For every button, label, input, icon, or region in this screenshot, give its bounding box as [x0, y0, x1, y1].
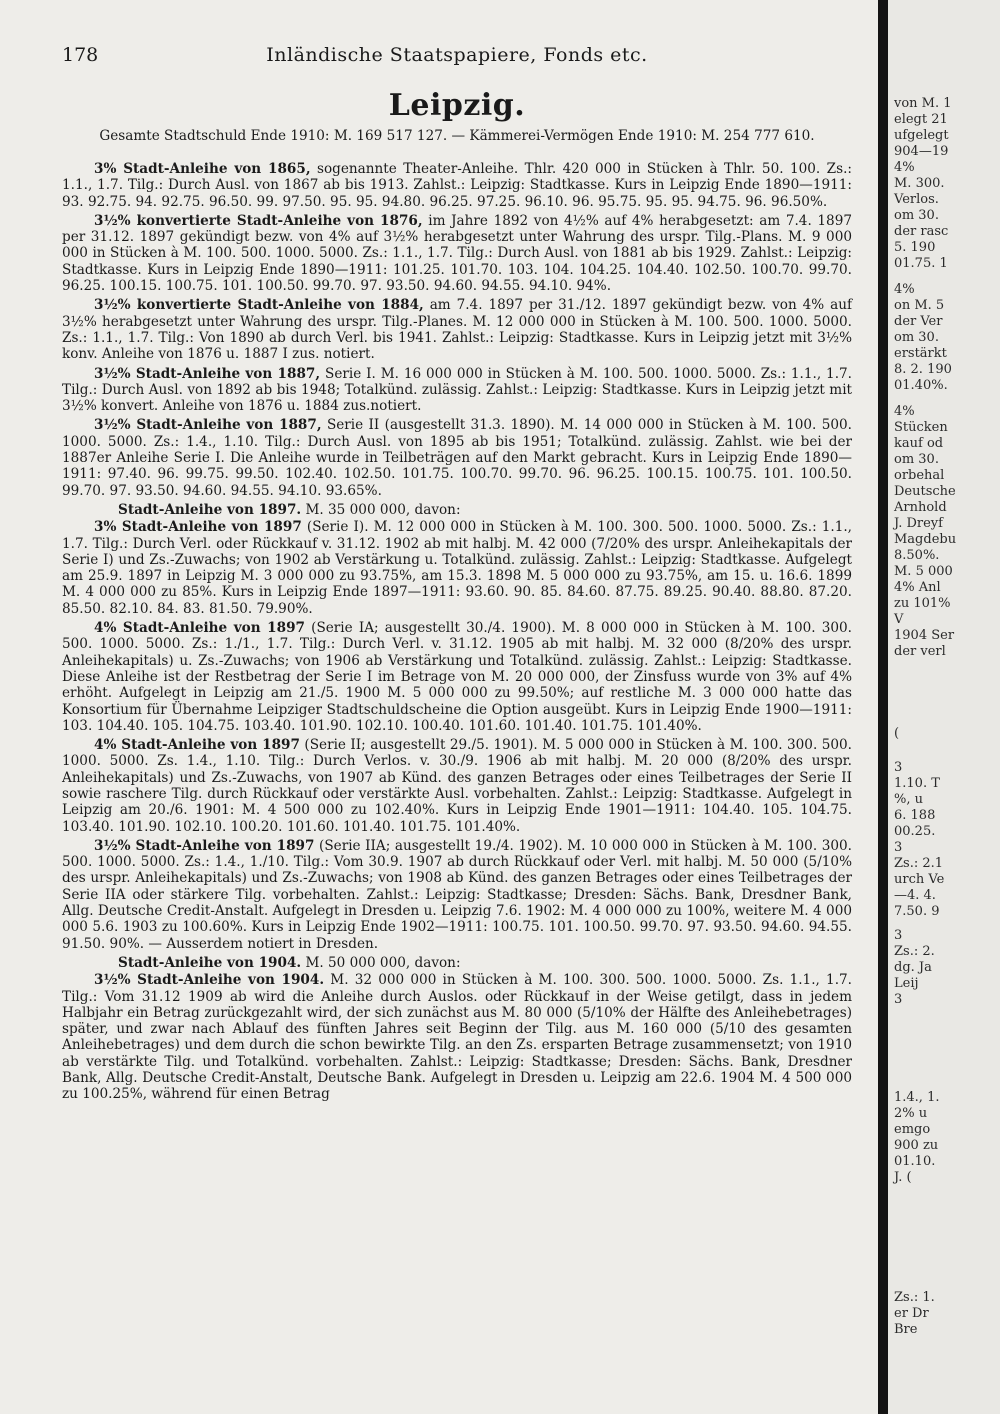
strip-text-fragment: Zs.: 1. — [894, 1290, 935, 1305]
strip-text-fragment: om 30. — [894, 330, 939, 345]
strip-text-fragment: 904—19 — [894, 144, 949, 159]
intro-summary: Gesamte Stadtschuld Ende 1910: M. 169 517 127. — Kämmerei-Vermögen Ende 1910: M. 254 777 610. — [99, 128, 815, 144]
bond-heading: 3½% Stadt-Anleihe von 1887, — [94, 417, 322, 434]
strip-text-fragment: 8.50%. — [894, 548, 940, 563]
page-header — [62, 44, 852, 70]
bond-entry — [62, 213, 852, 294]
adjacent-page-strip — [888, 0, 1000, 1414]
bond-heading: Stadt-Anleihe von 1897. — [118, 501, 302, 518]
bond-entry — [62, 297, 852, 362]
strip-text-fragment: Leij — [894, 976, 919, 991]
strip-text-fragment: M. 300. — [894, 176, 945, 191]
strip-text-fragment: 1904 Ser — [894, 628, 955, 643]
strip-text-fragment: 1.10. T — [894, 776, 940, 791]
bond-details: (Serie IIA; ausgestellt 19./4. 1902). M. 10 000 000 in Stücken à M. 100. 300. 500. 1000. 5000. Zs.: 1.4., 1./10. Tilg.: Vom 30.9. 1907 ab durch Rückkauf oder Verl. mit halbj. M. 50 000 (5/10% des urspr. Anleihekapitals) und Zs.-Zuwachs; von 1908 ab Künd. des ganzen Betrages oder eines Teilbetrages der Serie IIA oder stärkere Tilg. vorbehalten. Zahlst.: Leipzig: Stadtkasse; Dresden: Sächs. Bank, Dresdner Bank, Allg. Deutsche Credit-Anstalt. Aufgelegt in Dresden u. Leipzig 7.6. 1902: M. 4 000 000 zu 100%, weitere M. 4 000 000 5.6. 1903 zu 100.60%. Kurs in Leipzig Ende 1902—1911: 100.75. 101. 100.50. 99.70. 97. 93.50. 94.60. 94.55. 91.50. 90%. — Ausserdem notiert in Dresden. — [62, 837, 852, 952]
strip-text-fragment: 4% — [894, 282, 915, 297]
strip-text-fragment: ( — [894, 726, 900, 741]
strip-text-fragment: 3 — [894, 928, 903, 943]
strip-text-fragment: Magdebu — [894, 532, 957, 547]
strip-text-fragment: ufgelegt — [894, 128, 949, 143]
bond-entry — [62, 972, 852, 1102]
strip-text-fragment: 6. 188 — [894, 808, 936, 823]
strip-text-fragment: der verl — [894, 644, 946, 659]
strip-text-fragment: om 30. — [894, 208, 939, 223]
strip-text-fragment: M. 5 000 — [894, 564, 953, 579]
strip-text-fragment: der Ver — [894, 314, 943, 329]
bond-heading: 3% Stadt-Anleihe von 1865, — [94, 161, 311, 177]
bond-details: M. 50 000 000, davon: — [301, 954, 461, 971]
bond-entry — [62, 620, 852, 734]
strip-text-fragment: %, u — [894, 792, 923, 807]
strip-text-fragment: 01.10. — [894, 1154, 936, 1169]
strip-text-fragment: 01.40%. — [894, 378, 948, 393]
strip-text-fragment: Bre — [894, 1322, 918, 1337]
strip-text-fragment: 7.50. 9 — [894, 904, 940, 919]
strip-text-fragment: V — [894, 612, 904, 627]
bond-entry — [62, 161, 852, 210]
strip-text-fragment: J. ( — [894, 1170, 912, 1185]
strip-text-fragment: —4. 4. — [894, 888, 936, 903]
strip-text-fragment: dg. Ja — [894, 960, 932, 975]
strip-text-fragment: elegt 21 — [894, 112, 948, 127]
subsection-heading — [62, 502, 852, 518]
bond-heading: 3½% Stadt-Anleihe von 1897 — [94, 837, 315, 854]
strip-text-fragment: 4% Anl — [894, 580, 941, 595]
page-gutter — [878, 0, 888, 1414]
bond-details: (Serie IA; ausgestellt 30./4. 1900). M. 8 000 000 in Stücken à M. 100. 300. 500. 1000. 5000. Zs.: 1./1., 1.7. Tilg.: Durch Verl. v. 31.12. 1905 ab mit halbj. M. 32 000 (8/20% des urspr. Anleihekapitals) u. Zs.-Zuwachs; von 1906 ab Verstärkung und Totalkünd. zulässig. Zahlst.: Leipzig: Stadtkasse. Diese Anleihe ist der Restbetrag der Serie I im Betrage von M. 20 000 000, der Zinsfuss wurde von 3% auf 4% erhöht. Aufgelegt in Leipzig am 21./5. 1900 M. 5 000 000 zu 99.50%; auf restliche M. 3 000 000 hatte das Konsortium für Übernahme Leipziger Stadtschuldscheine die Option ausgeübt. Kurs in Leipzig Ende 1900—1911: 103. 104.40. 105. 104.75. 103.40. 101.90. 102.10. 100.40. 101.60. 101.40. 101.75. 101.40%. — [62, 620, 852, 734]
strip-text-fragment: on M. 5 — [894, 298, 945, 313]
strip-text-fragment: orbehal — [894, 468, 945, 483]
strip-text-fragment: Stücken — [894, 420, 948, 435]
strip-text-fragment: 3 — [894, 992, 903, 1007]
bond-details: Serie II (ausgestellt 31.3. 1890). M. 14 000 000 in Stücken à M. 100. 500. 1000. 5000. Zs.: 1.4., 1.10. Tilg.: Durch Ausl. von 1895 ab bis 1951; Totalkünd. zulässig. Zahlst. wie bei der 1887er Anleihe Serie I. Die Anleihe wurde in Teilbeträgen auf den Markt gebracht. Kurs in Leipzig Ende 1890—1911: 97.40. 96. 99.75. 99.50. 102.40. 102.50. 101.75. 100.70. 99.70. 96. 96.25. 100.15. 100.75. 101. 100.50. 99.70. 97. 93.50. 94.60. 94.55. 94.10. 93.65%. — [62, 417, 852, 499]
strip-text-fragment: kauf od — [894, 436, 944, 451]
bond-details: sogenannte Theater-Anleihe. Thlr. 420 000 in Stücken à Thlr. 50. 100. Zs.: 1.1., 1.7. Tilg.: Durch Ausl. von 1867 ab bis 1913. Zahlst.: Leipzig: Stadtkasse. Kurs in Leipzig Ende 1890—1911: 93. 92.75. 94. 92.75. 96.50. 99. 97.50. 95. 95. 94.80. 96.25. 97.25. 96.10. 96. 95.75. 95. 95. 94.75. 96. 96.50%. — [62, 161, 852, 210]
bond-details: (Serie I). M. 12 000 000 in Stücken à M. 100. 300. 500. 1000. 5000. Zs.: 1.1., 1.7. Tilg.: Durch Verl. oder Rückkauf v. 31.12. 1902 ab mit halbj. M. 42 000 (7/20% des urspr. Anleihekapitals der Serie I) und Zs.-Zuwachs; von 1902 ab Verstärkung u. Totalkünd. zulässig. Zahlst.: Leipzig: Stadtkasse. Aufgelegt am 25.9. 1897 in Leipzig M. 3 000 000 zu 93.75%, am 15.3. 1898 M. 5 000 000 zu 93.75%, am 15. u. 16.6. 1899 M. 4 000 000 zu 85%. Kurs in Leipzig Ende 1897—1911: 93.60. 90. 85. 84.60. 87.75. 89.25. 90.40. 88.80. 87.20. 85.50. 82.10. 84. 83. 81.50. 79.90%. — [62, 519, 853, 617]
bond-heading: 4% Stadt-Anleihe von 1897 — [94, 737, 300, 754]
strip-text-fragment: om 30. — [894, 452, 939, 467]
running-title: Inländische Staatspapiere, Fonds etc. — [266, 44, 648, 66]
strip-text-fragment: 1.4., 1. — [894, 1090, 940, 1105]
strip-text-fragment: Zs.: 2.1 — [894, 856, 944, 871]
section-title: Leipzig. — [388, 88, 526, 123]
bond-entry — [62, 737, 852, 835]
bond-entry — [62, 519, 852, 617]
strip-text-fragment: 00.25. — [894, 824, 936, 839]
page-number: 178 — [62, 44, 99, 66]
strip-text-fragment: Zs.: 2. — [894, 944, 935, 959]
bond-heading: Stadt-Anleihe von 1904. — [118, 954, 302, 971]
strip-text-fragment: 2% u — [894, 1106, 928, 1121]
bond-entry — [62, 417, 852, 498]
bond-heading: 3½% konvertierte Stadt-Anleihe von 1884, — [94, 297, 424, 314]
bond-details: M. 35 000 000, davon: — [301, 501, 461, 518]
strip-text-fragment: 900 zu — [894, 1138, 939, 1153]
bond-heading: 3½% Stadt-Anleihe von 1887, — [94, 365, 321, 382]
strip-text-fragment: erstärkt — [894, 346, 947, 361]
strip-text-fragment: Deutsche — [894, 484, 956, 499]
bond-heading: 3½% Stadt-Anleihe von 1904. — [94, 972, 325, 989]
strip-text-fragment: er Dr — [894, 1306, 929, 1321]
strip-text-fragment: der rasc — [894, 224, 949, 239]
bond-heading: 4% Stadt-Anleihe von 1897 — [94, 620, 305, 637]
strip-text-fragment: 5. 190 — [894, 240, 936, 255]
strip-text-fragment: zu 101% — [894, 596, 951, 611]
bond-entry — [62, 366, 852, 415]
strip-text-fragment: 3 — [894, 760, 903, 775]
bond-details: (Serie II; ausgestellt 29./5. 1901). M. 5 000 000 in Stücken à M. 100. 300. 500. 1000. 5000. Zs. 1.4., 1.10. Tilg.: Durch Verlos. v. 30./9. 1906 ab mit halbj. M. 20 000 (8/20% des urspr. Anleihekapitals) und Zs.-Zuwachs, von 1907 ab Künd. des ganzen Betrages oder eines Teilbetrages der Serie II sowie raschere Tilg. durch Rückkauf oder verstärkte Ausl. vorbehalten. Zahlst.: Leipzig: Stadtkasse. Aufgelegt in Leipzig am 20./6. 1901: M. 4 500 000 zu 102.40%. Kurs in Leipzig Ende 1901—1911: 104.40. 105. 104.75. 103.40. 101.90. 102.10. 100.20. 101.60. 101.40. 101.75. 101.40%. — [62, 737, 852, 835]
bond-heading: 3% Stadt-Anleihe von 1897 — [94, 519, 302, 536]
strip-text-fragment: emgo — [894, 1122, 931, 1137]
strip-text-fragment: 01.75. 1 — [894, 256, 948, 271]
bond-heading: 3½% konvertierte Stadt-Anleihe von 1876, — [94, 212, 423, 229]
bond-details: M. 32 000 000 in Stücken à M. 100. 300. 500. 1000. 5000. Zs. 1.1., 1.7. Tilg.: Vom 31.12 1909 ab wird die Anleihe durch Auslos. oder Rückkauf in der Weise getilgt, dass in jedem Halbjahr ein Betrag zurückgezahlt wird, der sich zunächst aus M. 80 000 (5/10% der Hälfte des Anleihebetrages) später, und zwar nach Ablauf des fünften Jahres seit Beginn der Tilg. aus M. 160 000 (5/10 des gesamten Anleihebetrages) und dem durch die schon bewirkte Tilg. an den Zs. ersparten Betrage zusammensetzt; von 1910 ab verstärkte Tilg. und Totalkünd. vorbehalten. Zahlst.: Leipzig: Stadtkasse; Dresden: Sächs. Bank, Dresdner Bank, Allg. Deutsche Credit-Anstalt, Deutsche Bank. Aufgelegt in Dresden u. Leipzig am 22.6. 1904 M. 4 500 000 zu 100.25%, während für einen Betrag — [62, 972, 852, 1103]
strip-text-fragment: von M. 1 — [894, 96, 952, 111]
strip-text-fragment: 3 — [894, 840, 903, 855]
bond-details: am 7.4. 1897 per 31./12. 1897 gekündigt bezw. von 4% auf 3½% herabgesetzt unter Wahrung des urspr. Tilg.-Planes. M. 12 000 000 in Stücken à M. 100. 500. 1000. 5000. Zs.: 1.1., 1.7. Tilg.: Von 1890 ab durch Verl. bis 1941. Zahlst.: Leipzig: Stadtkasse. Kurs in Leipzig jetzt mit 3½% konv. Anleihe von 1876 u. 1887 I zus. notiert. — [62, 297, 852, 363]
bond-entry — [62, 838, 852, 952]
strip-text-fragment: urch Ve — [894, 872, 945, 887]
strip-text-fragment: J. Dreyf — [894, 516, 943, 531]
strip-text-fragment: Arnhold — [894, 500, 947, 515]
strip-text-fragment: 4% — [894, 404, 915, 419]
bond-details: im Jahre 1892 von 4½% auf 4% herabgesetzt: am 7.4. 1897 per 31.12. 1897 gekündigt bezw. von 4% auf 3½% herabgesetzt unter Wahrung des urspr. Tilg.-Plans. M. 9 000 000 in Stücken à M. 100. 500. 1000. 5000. Zs.: 1.1., 1.7. Tilg.: Durch Ausl. von 1881 ab bis 1929. Zahlst.: Leipzig: Stadtkasse. Kurs in Leipzig Ende 1890—1911: 101.25. 101.70. 103. 104. 104.25. 104.40. 102.50. 100.70. 99.70. 96.25. 100.15. 100.75. 101. 100.50. 99.70. 97. 93.50. 94.60. 94.55. 94.10. 94%. — [62, 212, 852, 295]
subsection-heading — [62, 955, 852, 971]
strip-text-fragment: 8. 2. 190 — [894, 362, 952, 377]
bond-details: Serie I. M. 16 000 000 in Stücken à M. 100. 500. 1000. 5000. Zs.: 1.1., 1.7. Tilg.: Durch Ausl. von 1892 ab bis 1948; Totalkünd. zulässig. Zahlst.: Leipzig: Stadtkasse. Kurs in Leipzig jetzt mit 3½% konvert. Anleihe von 1876 u. 1884 zus.notiert. — [62, 365, 852, 415]
entries-body — [62, 161, 852, 1106]
strip-text-fragment: 4% — [894, 160, 915, 175]
strip-text-fragment: Verlos. — [894, 192, 939, 207]
